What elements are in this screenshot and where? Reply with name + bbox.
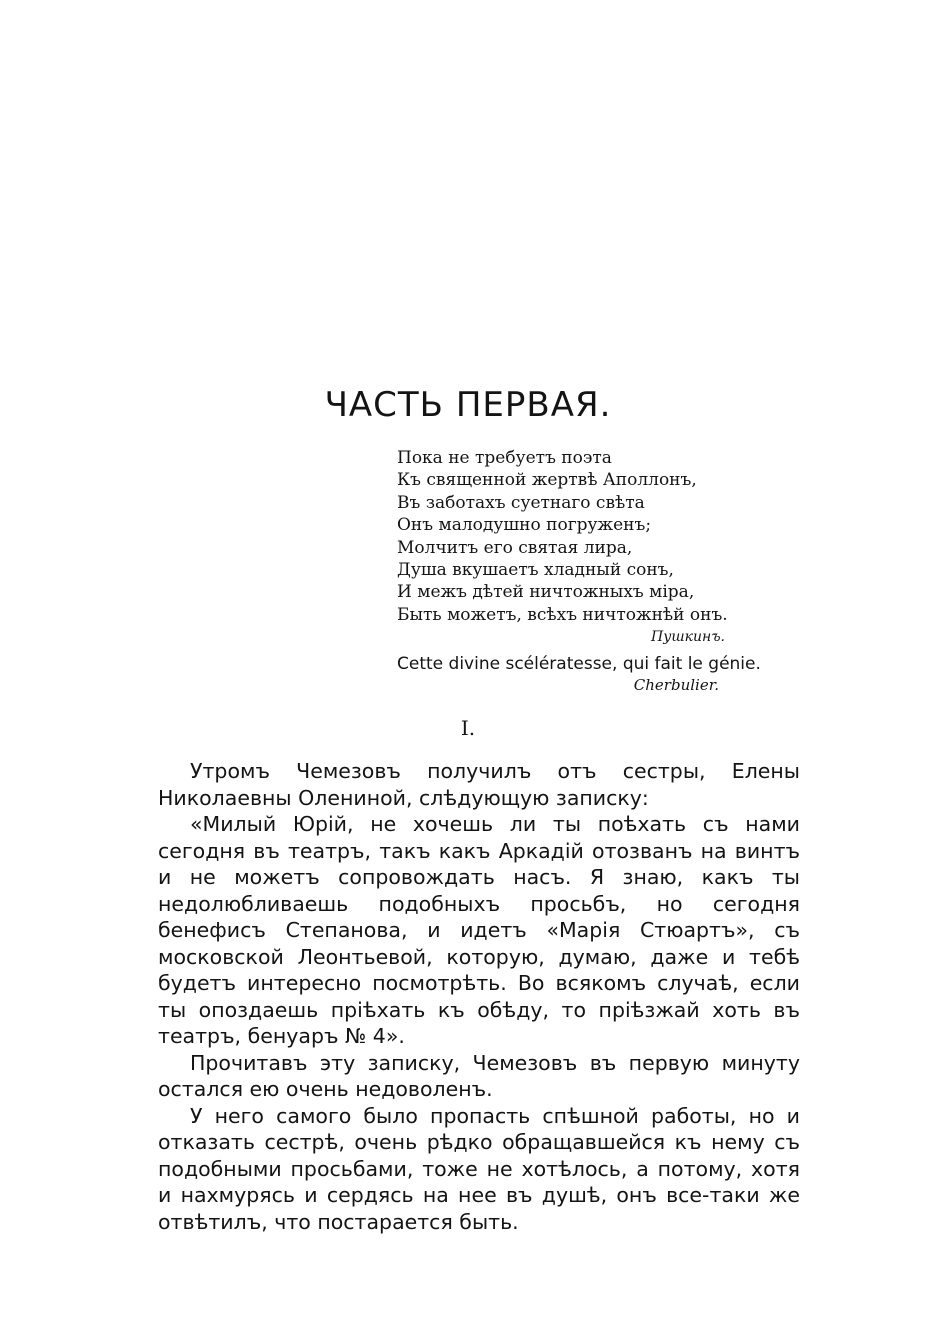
chapter-number: I. <box>460 716 476 740</box>
poem-line: Онъ малодушно погруженъ; <box>397 515 652 536</box>
poem-line: Въ заботахъ суетнаго свѣта <box>397 492 645 513</box>
epigraph <box>397 447 797 694</box>
part-title: ЧАСТЬ ПЕРВАЯ. <box>324 385 612 425</box>
poem-line: Пока не требуетъ поэта <box>397 448 612 468</box>
paragraph: У него самого было пропасть спѣшной работы, но и отказать сестрѣ, очень рѣдко обращавшейся къ нему съ подобными просьбами, тоже не хотѣлось, а потому, хотя и нахмурясь и сердясь на нее въ душѣ, онъ все-таки же отвѣтилъ, что постарается быть. <box>158 1103 800 1234</box>
french-quote-author: Cherbulier. <box>633 676 719 695</box>
poem-line: Молчитъ его святая лира, <box>397 537 633 558</box>
french-quote: Cette divine scélératesse, qui fait le génie. <box>397 654 761 675</box>
paragraph: «Милый Юрій, не хочешь ли ты поѣхать съ нами сегодня въ театръ, такъ какъ Аркадій отозванъ на винтъ и не можетъ сопровождать насъ. Я знаю, какъ ты недолюбливаешь подобныхъ просьбъ, но сегодня бенефисъ Степанова, и идетъ «Марія Стюартъ», съ московской Леонтьевой, которую, думаю, даже и тебѣ будетъ интересно посмотрѣть. Во всякомъ случаѣ, если ты опоздаешь пріѣхать къ обѣду, то пріѣзжай хоть въ театръ, бенуаръ № 4». <box>158 812 800 1048</box>
poem-line: Душа вкушаетъ хладный сонъ, <box>397 560 674 581</box>
chapter-body <box>158 758 800 1235</box>
paragraph: Прочитавъ эту записку, Чемезовъ въ первую минуту остался ею очень недоволенъ. <box>158 1050 800 1101</box>
poem-author: Пушкинъ. <box>651 629 725 646</box>
poem-line: Къ священной жертвѣ Аполлонъ, <box>397 470 697 491</box>
poem-line: И межъ дѣтей ничтожныхъ міра, <box>397 582 695 603</box>
paragraph: Утромъ Чемезовъ получилъ отъ сестры, Елены Николаевны Олениной, слѣдующую записку: <box>158 759 800 810</box>
poem-line: Быть можетъ, всѣхъ ничтожнѣй онъ. <box>397 604 728 625</box>
